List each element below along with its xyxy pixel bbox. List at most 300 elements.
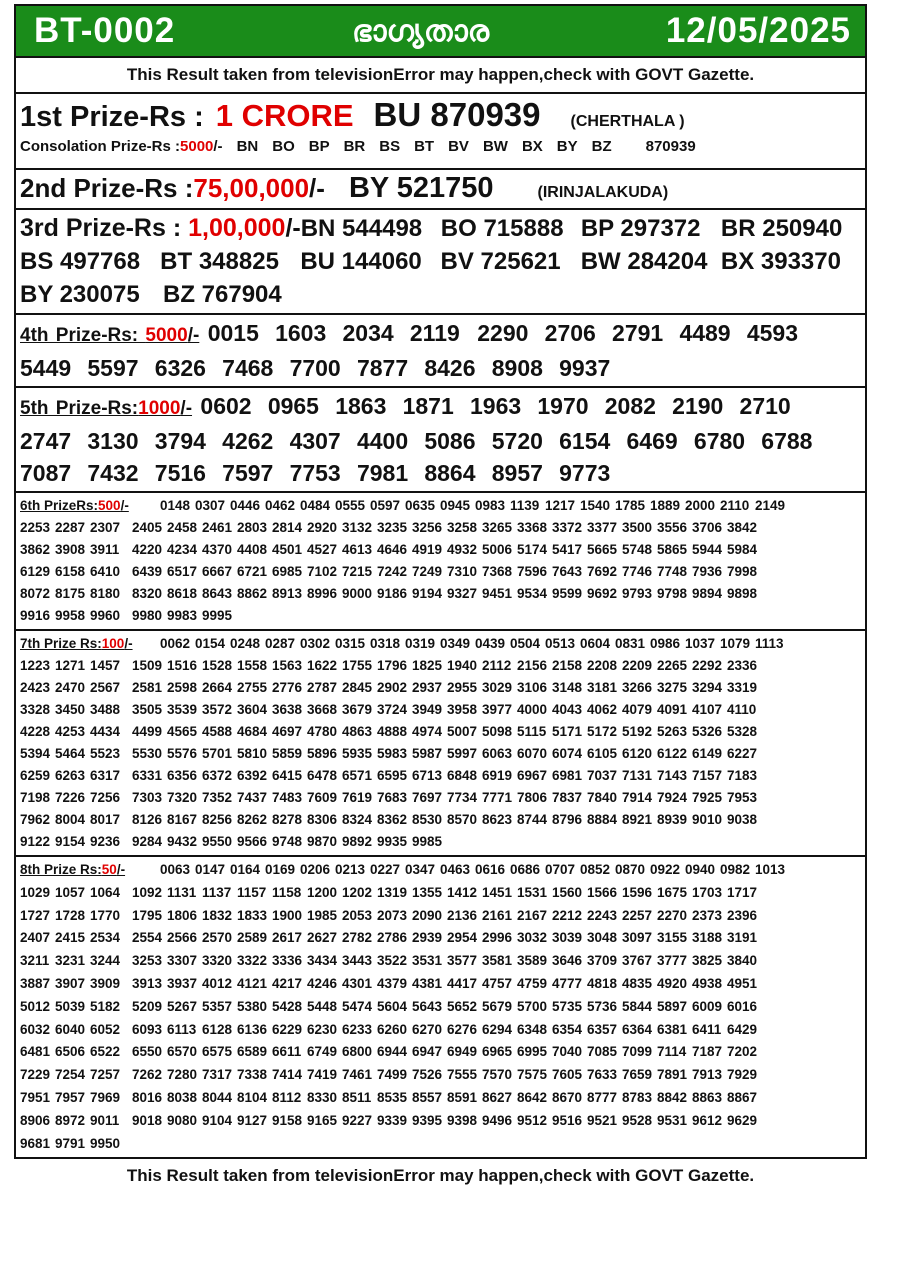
- eighth-prize-number: 7254: [55, 1067, 86, 1083]
- seventh-prize-number: 7256: [90, 790, 121, 805]
- sixth-prize-number: 8913: [272, 586, 303, 601]
- eighth-prize-number: 0063: [160, 862, 191, 877]
- eighth-prize-number: 8535: [377, 1089, 408, 1105]
- eighth-prize-number: 4121: [237, 975, 268, 991]
- eighth-prize-number: 7929: [727, 1067, 758, 1083]
- seventh-prize-number: 6122: [657, 746, 688, 761]
- sixth-prize-number: 5748: [622, 542, 653, 557]
- seventh-prize-number: 3668: [307, 702, 338, 717]
- seventh-prize-number: 2567: [90, 680, 121, 695]
- seventh-prize-number: 1079: [720, 636, 751, 651]
- sixth-prize-number: 4919: [412, 542, 443, 557]
- eighth-prize-number: 3032: [517, 930, 548, 946]
- seventh-prize-number: 3181: [587, 680, 618, 695]
- seventh-prize-number: 8796: [552, 812, 583, 827]
- seventh-prize-number: 0315: [335, 636, 366, 651]
- seventh-prize-number: 9154: [55, 834, 86, 849]
- fourth-prize-number: 2791: [612, 320, 664, 346]
- seventh-prize-number: 8278: [272, 812, 303, 827]
- eighth-prize-row: [20, 950, 861, 973]
- eighth-prize-row: [20, 996, 861, 1019]
- lottery-name: ഭാഗ്യതാര: [351, 13, 490, 49]
- seventh-prize-number: 2598: [167, 680, 198, 695]
- seventh-prize-number: 9122: [20, 834, 51, 849]
- sixth-prize-number: 2287: [55, 520, 86, 535]
- seventh-prize-number: 7914: [622, 790, 653, 805]
- seventh-prize-number: 2902: [377, 680, 408, 695]
- seventh-prize-number: 7683: [377, 790, 408, 805]
- seventh-prize-number: 2292: [692, 658, 723, 673]
- eighth-prize-number: 6949: [447, 1044, 478, 1060]
- seventh-prize-number: 1622: [307, 658, 338, 673]
- third-prize-ticket: BO 715888: [440, 215, 564, 242]
- eighth-prize-number: 1985: [307, 907, 338, 923]
- sixth-prize-number: 5944: [692, 542, 723, 557]
- eighth-prize-number: 8972: [55, 1112, 86, 1128]
- consolation-series-code: BW: [482, 138, 508, 155]
- eighth-prize-number: 3253: [132, 953, 163, 969]
- sixth-prize-number: 0484: [300, 498, 331, 513]
- eighth-prize-number: 4417: [447, 975, 478, 991]
- seventh-prize-number: 3319: [727, 680, 758, 695]
- eighth-prize-number: 2534: [90, 930, 121, 946]
- sixth-prize-row: [20, 561, 861, 583]
- consolation-series-code: BX: [521, 138, 543, 155]
- sixth-prize-number: 2803: [237, 520, 268, 535]
- seventh-prize-number: 2955: [447, 680, 478, 695]
- eighth-prize-number: 9531: [657, 1112, 688, 1128]
- seventh-prize-number: 0513: [545, 636, 576, 651]
- eighth-prize-number: 9512: [517, 1112, 548, 1128]
- eighth-prize-number: 2415: [55, 930, 86, 946]
- consolation-label: Consolation Prize-Rs :: [20, 138, 181, 155]
- fifth-prize-number: 5086: [424, 428, 476, 454]
- seventh-prize-row: [20, 743, 861, 765]
- seventh-prize-number: 3572: [202, 702, 233, 717]
- eighth-prize-number: 6230: [307, 1021, 338, 1037]
- result-sheet: [14, 4, 867, 1193]
- fifth-prize-number: 2747: [20, 428, 72, 454]
- eighth-prize-number: 7461: [342, 1067, 373, 1083]
- sixth-prize-number: 9451: [482, 586, 513, 601]
- eighth-prize-number: 2053: [342, 907, 373, 923]
- sixth-prize-number: 5665: [587, 542, 618, 557]
- seventh-prize-number: 6571: [342, 768, 373, 783]
- third-prize-row: [20, 245, 861, 278]
- eighth-prize-number: 2161: [482, 907, 513, 923]
- first-prize-label: 1st Prize-Rs :: [20, 101, 204, 133]
- seventh-prize-number: 4697: [272, 724, 303, 739]
- sixth-prize-number: 4370: [202, 542, 233, 557]
- eighth-prize-number: 2396: [727, 907, 758, 923]
- sixth-prize-number: 1889: [650, 498, 681, 513]
- eighth-prize-number: 0463: [440, 862, 471, 877]
- sixth-prize-number: 0635: [405, 498, 436, 513]
- fifth-prize-number: 6788: [761, 428, 813, 454]
- seventh-prize-number: 3977: [482, 702, 513, 717]
- seventh-prize-number: 4062: [587, 702, 618, 717]
- seventh-prize-number: 6919: [482, 768, 513, 783]
- eighth-prize-number: 9395: [412, 1112, 443, 1128]
- eighth-prize-number: 9496: [482, 1112, 513, 1128]
- sixth-prize-number: 3265: [482, 520, 513, 535]
- seventh-prize-number: 7198: [20, 790, 51, 805]
- consolation-series-code: BY: [556, 138, 578, 155]
- seventh-prize-number: 4780: [307, 724, 338, 739]
- eighth-prize-number: 7099: [622, 1044, 653, 1060]
- sixth-prize-number: 7936: [692, 564, 723, 579]
- third-prize-ticket: BV 725621: [440, 248, 561, 275]
- sixth-prize-number: 3862: [20, 542, 51, 557]
- fifth-prize-number: 4400: [356, 428, 409, 454]
- eighth-prize-number: 8511: [342, 1089, 372, 1105]
- seventh-prize-number: 2336: [727, 658, 758, 673]
- third-prize-ticket: BU 144060: [300, 248, 422, 275]
- eighth-prize-number: 6550: [132, 1044, 163, 1060]
- sixth-prize-number: 3256: [412, 520, 443, 535]
- seventh-prize-number: 0062: [160, 636, 191, 651]
- first-prize-section: [16, 92, 865, 168]
- eighth-prize-number: 4381: [412, 975, 443, 991]
- seventh-prize-number: 0831: [615, 636, 646, 651]
- fourth-prize-number: 9937: [559, 355, 611, 381]
- seventh-prize-number: 5326: [692, 724, 723, 739]
- consolation-series-code: BV: [448, 138, 469, 155]
- sixth-prize-number: 9894: [692, 586, 723, 601]
- sixth-prize-number: 9186: [377, 586, 408, 601]
- seventh-prize-number: 1558: [237, 658, 268, 673]
- second-prize-label: 2nd Prize-Rs :: [20, 173, 194, 203]
- consolation-series-code: BO: [272, 138, 295, 155]
- eighth-prize-row: [20, 1064, 861, 1087]
- eighth-prize-number: 1832: [202, 907, 233, 923]
- fifth-prize-number: 2710: [739, 393, 791, 419]
- fifth-prize-number: 7597: [222, 460, 274, 486]
- seventh-prize-number: 1509: [132, 658, 163, 673]
- sixth-prize-number: 8072: [20, 586, 51, 601]
- eighth-prize-number: 7575: [517, 1067, 548, 1083]
- sixth-prize-number: 9692: [587, 586, 618, 601]
- sixth-prize-row: [20, 517, 861, 539]
- eighth-prize-number: 6800: [342, 1044, 373, 1060]
- seventh-prize-number: 5007: [447, 724, 478, 739]
- seventh-prize-number: 5098: [482, 724, 513, 739]
- eighth-prize-number: 6944: [377, 1044, 408, 1060]
- eighth-prize-number: 9528: [622, 1112, 653, 1128]
- seventh-prize-number: 0504: [510, 636, 541, 651]
- fifth-prize-number: 7753: [289, 460, 341, 486]
- eighth-prize-number: 3777: [657, 953, 688, 969]
- seventh-prize-number: 2156: [517, 658, 548, 673]
- eighth-prize-number: 6995: [517, 1044, 548, 1060]
- eighth-prize-number: 1057: [55, 884, 86, 900]
- eighth-prize-number: 6506: [55, 1044, 86, 1060]
- consolation-series-code: BN: [236, 138, 259, 155]
- seventh-prize-number: 2581: [132, 680, 163, 695]
- seventh-prize-number: 6981: [552, 768, 583, 783]
- eighth-prize-number: 1703: [692, 884, 723, 900]
- eighth-prize-number: 8627: [482, 1089, 513, 1105]
- eighth-prize-number: 3211: [20, 953, 50, 969]
- seventh-prize-row: [20, 721, 861, 743]
- draw-code: BT-0002: [34, 11, 176, 50]
- eighth-prize-number: 1596: [622, 884, 653, 900]
- header-bar: [14, 4, 867, 58]
- seventh-prize-number: 3106: [517, 680, 548, 695]
- seventh-prize-number: 6120: [622, 746, 653, 761]
- seventh-prize-number: 5115: [517, 724, 547, 739]
- fourth-prize-number: 2119: [409, 320, 460, 346]
- eighth-prize-number: 3767: [622, 953, 653, 969]
- seventh-prize-number: 3450: [55, 702, 86, 717]
- draw-date: 12/05/2025: [665, 11, 851, 50]
- sixth-prize-number: 2920: [307, 520, 338, 535]
- sixth-prize-row: [20, 605, 861, 627]
- sixth-prize-number: 6985: [272, 564, 303, 579]
- eighth-prize-number: 1795: [132, 907, 163, 923]
- seventh-prize-number: 5192: [622, 724, 653, 739]
- eighth-prize-number: 3937: [167, 975, 198, 991]
- fifth-prize-number: 4307: [289, 428, 341, 454]
- seventh-prize-number: 2158: [552, 658, 583, 673]
- seventh-prize-number: 6063: [482, 746, 513, 761]
- fifth-prize-number: 1863: [335, 393, 387, 419]
- sixth-prize-number: 6721: [237, 564, 268, 579]
- seventh-prize-number: 0154: [195, 636, 226, 651]
- eighth-prize-number: 2786: [377, 930, 408, 946]
- eighth-prize-number: 8842: [657, 1089, 688, 1105]
- seventh-prize-number: 7953: [727, 790, 758, 805]
- eighth-prize-number: 9227: [342, 1112, 373, 1128]
- eighth-prize-number: 5652: [447, 998, 478, 1014]
- seventh-prize-number: 4000: [517, 702, 548, 717]
- eighth-prize-number: 3709: [587, 953, 618, 969]
- fourth-prize-number: 7468: [222, 355, 274, 381]
- seventh-prize-number: 9236: [90, 834, 121, 849]
- eighth-prize-number: 1717: [727, 884, 758, 900]
- eighth-prize-number: 5012: [20, 998, 51, 1014]
- sixth-prize-number: 4527: [307, 542, 338, 557]
- eighth-prize-number: 9681: [20, 1135, 51, 1151]
- seventh-prize-number: 4863: [342, 724, 373, 739]
- sixth-prize-number: 6410: [90, 564, 121, 579]
- sixth-prize-number: 7102: [307, 564, 338, 579]
- seventh-prize-number: 6331: [132, 768, 163, 783]
- eighth-prize-number: 5897: [657, 998, 688, 1014]
- seventh-prize-number: 8362: [377, 812, 408, 827]
- sixth-prize-number: 9000: [342, 586, 373, 601]
- sixth-prize-number: 6667: [202, 564, 233, 579]
- seventh-prize-number: 5328: [727, 724, 758, 739]
- eighth-prize-number: 9398: [447, 1112, 478, 1128]
- sixth-prize-number: 2814: [272, 520, 303, 535]
- eighth-prize-number: 8557: [412, 1089, 443, 1105]
- sixth-prize-number: 6129: [20, 564, 51, 579]
- sixth-prize-number: 9194: [412, 586, 443, 601]
- eighth-prize-number: 2570: [202, 930, 233, 946]
- fourth-prize-number: 5597: [87, 355, 139, 381]
- eighth-prize-number: 4246: [307, 975, 338, 991]
- sixth-prize-number: 3842: [727, 520, 758, 535]
- eighth-prize-number: 8591: [447, 1089, 478, 1105]
- fourth-prize-number: 4489: [679, 320, 731, 346]
- fourth-prize-number: 0015: [207, 320, 259, 346]
- seventh-prize-number: 7734: [447, 790, 478, 805]
- seventh-prize-number: 4588: [202, 724, 233, 739]
- eighth-prize-number: 8044: [202, 1089, 233, 1105]
- fifth-prize-number: 2190: [672, 393, 724, 419]
- seventh-prize-number: 0248: [230, 636, 261, 651]
- seventh-prize-number: 7837: [552, 790, 583, 805]
- sixth-prize-row: [20, 583, 861, 605]
- seventh-prize-number: 4499: [132, 724, 163, 739]
- seventh-prize-number: 5983: [377, 746, 408, 761]
- eighth-prize-number: 7570: [482, 1067, 513, 1083]
- eighth-prize-row: [20, 882, 861, 905]
- eighth-prize-number: 8112: [272, 1089, 302, 1105]
- eighth-prize-number: 7913: [692, 1067, 723, 1083]
- eighth-prize-number: 2782: [342, 930, 373, 946]
- eighth-prize-number: 7969: [90, 1089, 121, 1105]
- sixth-prize-number: 9916: [20, 608, 51, 623]
- eighth-prize-number: 2167: [517, 907, 548, 923]
- seventh-prize-number: 7183: [727, 768, 758, 783]
- consolation-series-code: BR: [343, 138, 366, 155]
- seventh-prize-number: 3029: [482, 680, 513, 695]
- eighth-prize-number: 6575: [202, 1044, 233, 1060]
- eighth-prize-number: 2257: [622, 907, 653, 923]
- second-prize-ticket: BY 521750: [348, 172, 494, 204]
- eighth-prize-number: 7499: [377, 1067, 408, 1083]
- seventh-prize-number: 1755: [342, 658, 373, 673]
- seventh-prize-number: 2112: [482, 658, 512, 673]
- eighth-prize-number: 5267: [167, 998, 198, 1014]
- seventh-prize-number: 2776: [272, 680, 303, 695]
- eighth-prize-number: 9165: [307, 1112, 338, 1128]
- fourth-prize-number: 1603: [275, 320, 327, 346]
- seventh-prize-row: [20, 765, 861, 787]
- seventh-prize-number: 9038: [727, 812, 758, 827]
- eighth-prize-number: 1770: [90, 907, 121, 923]
- eighth-prize-number: 6364: [622, 1021, 653, 1037]
- eighth-prize-number: 9127: [237, 1112, 268, 1128]
- sixth-prize-number: 8180: [90, 586, 121, 601]
- eighth-prize-number: 6294: [482, 1021, 513, 1037]
- seventh-prize-number: 8884: [587, 812, 618, 827]
- eighth-prize-number: 0347: [405, 862, 436, 877]
- sixth-prize-number: 2405: [132, 520, 163, 535]
- eighth-prize-number: 7951: [20, 1089, 51, 1105]
- eighth-prize-number: 6009: [692, 998, 723, 1014]
- seventh-prize-section: [16, 629, 865, 855]
- eighth-prize-number: 1566: [587, 884, 618, 900]
- eighth-prize-number: 3039: [552, 930, 583, 946]
- seventh-prize-number: 3294: [692, 680, 723, 695]
- sixth-prize-number: 6517: [167, 564, 198, 579]
- eighth-prize-number: 5643: [412, 998, 443, 1014]
- fifth-prize-number: 6780: [693, 428, 746, 454]
- eighth-prize-number: 1412: [447, 884, 478, 900]
- fifth-prize-number: 0602: [200, 393, 252, 419]
- eighth-prize-number: 1727: [20, 907, 51, 923]
- eighth-prize-number: 0707: [545, 862, 576, 877]
- fifth-prize-number: 7981: [356, 460, 409, 486]
- eighth-prize-number: 8906: [20, 1112, 51, 1128]
- seventh-prize-number: 6105: [587, 746, 618, 761]
- seventh-prize-number: 6149: [692, 746, 723, 761]
- sixth-prize-number: 9798: [657, 586, 688, 601]
- eighth-prize-number: 7526: [412, 1067, 443, 1083]
- seventh-prize-number: 6227: [727, 746, 758, 761]
- seventh-prize-number: 4110: [727, 702, 757, 717]
- second-prize-section: [16, 168, 865, 208]
- sixth-prize-number: 7215: [342, 564, 373, 579]
- eighth-prize-number: 7957: [55, 1089, 86, 1105]
- seventh-prize-number: 3724: [377, 702, 408, 717]
- eighth-prize-number: 7317: [202, 1067, 233, 1083]
- sixth-prize-number: 3377: [587, 520, 618, 535]
- third-prize-ticket: BP 297372: [580, 215, 701, 242]
- consolation-prize: [20, 138, 861, 166]
- eighth-prize-number: 7555: [447, 1067, 478, 1083]
- consolation-series-code: BS: [379, 138, 401, 155]
- seventh-prize-number: 4091: [657, 702, 688, 717]
- seventh-prize-number: 7437: [237, 790, 268, 805]
- seventh-prize-number: 2845: [342, 680, 373, 695]
- seventh-prize-number: 6415: [272, 768, 303, 783]
- sixth-prize-number: 1785: [615, 498, 646, 513]
- eighth-prize-row: [20, 1133, 861, 1156]
- eighth-prize-number: 8104: [237, 1089, 268, 1105]
- seventh-prize-number: 5859: [272, 746, 303, 761]
- eighth-prize-number: 7040: [552, 1044, 583, 1060]
- seventh-prize-number: 1457: [90, 658, 121, 673]
- seventh-prize-number: 0302: [300, 636, 331, 651]
- seventh-prize-number: 0604: [580, 636, 611, 651]
- eighth-prize-number: 1200: [307, 884, 338, 900]
- eighth-prize-number: 3191: [727, 930, 758, 946]
- eighth-prize-number: 6233: [342, 1021, 373, 1037]
- seventh-prize-number: 3958: [447, 702, 478, 717]
- eighth-prize-number: 2627: [307, 930, 338, 946]
- seventh-prize-number: 8570: [447, 812, 478, 827]
- seventh-prize-number: 6713: [412, 768, 443, 783]
- eighth-prize-number: 7414: [272, 1067, 303, 1083]
- eighth-prize-number: 0870: [615, 862, 646, 877]
- sixth-prize-number: 9327: [447, 586, 478, 601]
- eighth-prize-number: 1355: [412, 884, 443, 900]
- seventh-prize-number: 2664: [202, 680, 233, 695]
- seventh-prize-number: 5394: [20, 746, 51, 761]
- seventh-prize-number: 1563: [272, 658, 303, 673]
- seventh-prize-number: 5810: [237, 746, 268, 761]
- third-prize-label: 3rd Prize-Rs : 1,00,000/-: [20, 214, 301, 242]
- eighth-prize-number: 4217: [272, 975, 303, 991]
- eighth-prize-number: 2617: [272, 930, 303, 946]
- eighth-prize-number: 1157: [237, 884, 267, 900]
- eighth-prize-number: 3434: [307, 953, 338, 969]
- eighth-prize-number: 7262: [132, 1067, 163, 1083]
- eighth-prize-number: 1833: [237, 907, 268, 923]
- seventh-prize-number: 6259: [20, 768, 51, 783]
- sixth-prize-label: 6th PrizeRs:500/-: [20, 498, 129, 513]
- eighth-prize-number: 6270: [412, 1021, 443, 1037]
- sixth-prize-number: 5006: [482, 542, 513, 557]
- fourth-prize-number: 2290: [477, 320, 529, 346]
- eighth-prize-number: 1560: [552, 884, 583, 900]
- eighth-prize-number: 2270: [657, 907, 688, 923]
- eighth-prize-number: 2939: [412, 930, 443, 946]
